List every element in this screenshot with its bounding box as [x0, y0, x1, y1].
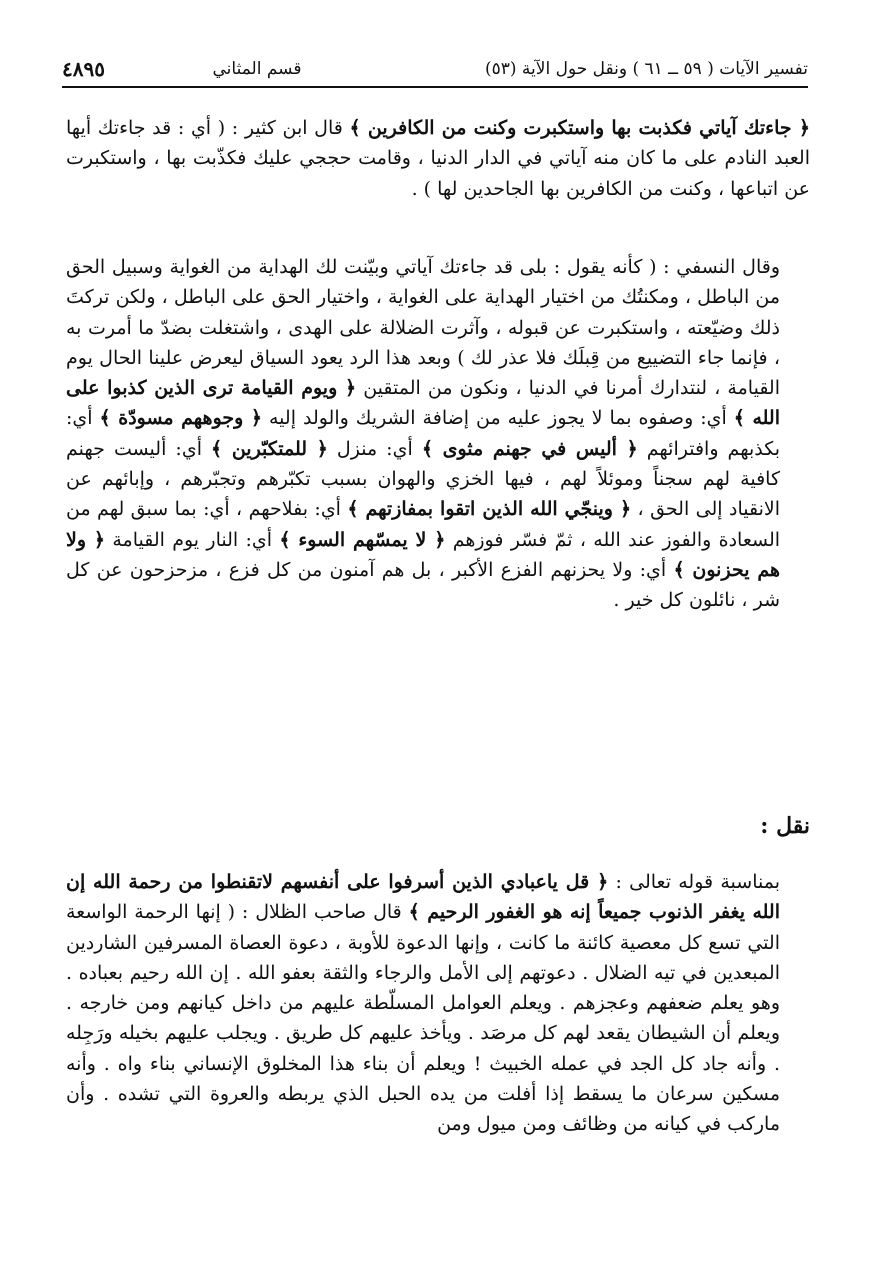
paragraph-text: أي: أليست جهنم كافية لهم سجناً وموئلاً لهم ، فيها الخزي والهوان بسبب تكبّرهم وتجبّرهم ، وإبائهم عن الانقياد إلى الحق ،: [66, 437, 780, 521]
paragraph-text: أي: بفلاحهم ، أي: بما سبق لهم من السعادة والفوز عند الله ، ثمّ فسّر فوزهم: [66, 498, 781, 551]
paragraph-text: أي: ولا يحزنهم الفزع الأكبر ، بل هم آمنون من كل فزع ، مزحزحون عن كل شر ، نائلون كل خير .: [66, 558, 780, 612]
paragraph-text: قال ابن كثير : ( أي : قد جاءتك أيها العبد النادم على ما كان منه آياتي في الدار الدنيا ، وقامت حججي عليك فكذّبت بها ، واستكبرت عن اتباعها ، وكنت من الكافرين بها الجاحدين لها ) .: [66, 117, 810, 200]
paragraph-text: قال صاحب الظلال : ( إنها الرحمة الواسعة التي تسع كل معصية كائنة ما كانت ، وإنها الدعوة للأوبة ، دعوة العصاة المسرفين الشاردين المبعدين في تيه الضلال . دعوتهم إلى الأمل والرجاء والثقة بعفو الله . إن الله رحيم بعباده . وهو يعلم ضعفهم وعجزهم . ويعلم العوامل المسلّطة عليهم من داخل كيانهم ومن خارجه . ويعلم أن الشيطان يقعد لهم كل مرصَد . ويأخذ عليهم كل طريق . ويجلب عليهم بخيله ورَجِله . وأنه جاد كل الجد في عمله الخبيث ! ويعلم أن بناء هذا المخلوق الإنساني بناء واه . وأنه مسكين سرعان ما يسقط إذا أفلت من يده الحبل الذي يربطه والعروة التي تشده . وأن ماركب في كيانه من وظائف ومن ميول ومن: [66, 901, 780, 1136]
paragraph-text: أي: النار يوم القيامة: [105, 528, 280, 551]
paragraph-ibn-kathir: [66, 113, 810, 204]
running-header: [62, 52, 808, 88]
section-heading: نقل :: [760, 813, 810, 839]
paragraph-text: بمناسبة قوله تعالى :: [608, 871, 780, 893]
paragraph-zilal: [66, 867, 810, 1140]
header-title: تفسير الآيات ( ٥٩ ــ ٦١ ) ونقل حول الآية (٥٣): [484, 59, 808, 79]
quran-verse: ﴿ وجوههم مسودّة ﴾: [99, 407, 263, 430]
quran-verse: ﴿ لا يمسّهم السوء ﴾: [279, 528, 446, 551]
paragraph-text: أي: بكذبهم وافترائهم: [66, 407, 781, 460]
paragraph-text: أي: منزل: [327, 437, 422, 460]
section-heading-block: [66, 811, 810, 842]
quran-verse: ﴿ للمتكبّرين ﴾: [211, 437, 328, 460]
quran-verse: ﴿ وينجّي الله الذين اتقوا بمفازتهم ﴾: [347, 498, 632, 521]
quran-verse: ﴿ جاءتك آياتي فكذبت بها واستكبرت وكنت من الكافرين ﴾: [349, 117, 811, 139]
page-number: ٤٨٩٥: [62, 57, 105, 81]
quran-verse: ﴿ أليس في جهنم مثوى ﴾: [421, 437, 638, 460]
header-section: قسم المثاني: [212, 59, 302, 79]
quran-verse: ﴿ ويوم القيامة ترى الذين كذبوا على الله ﴾: [66, 377, 781, 430]
paragraph-text: وقال النسفي : ( كأنه يقول : بلى قد جاءتك آياتي وبيّنت لك الهداية من الغواية وسبيل الحق من الباطل ، ومكنتُك من اختيار الهداية على الغواية ، واختيار الحق على الباطل ، ولكن تركتَ ذلك وضيّعته ، واستكبرت عن قبوله ، وآثرت الضلالة على الهدى ، واشتغلت بضدّ ما أمرت به ، فإنما جاء التضييع من قِبلَك فلا عذر لك ) وبعد هذا الرد يعود السياق ليعرض علينا الحال يوم القيامة ، لنتدارك أمرنا في الدنيا ، ونكون من المتقين: [66, 256, 780, 400]
quran-verse: ﴿ ولا هم يحزنون ﴾: [66, 528, 781, 581]
paragraph-text: أي: وصفوه بما لا يجوز عليه من إضافة الشريك والولد إليه: [262, 407, 734, 430]
quran-verse: ﴿ قل ياعبادي الذين أسرفوا على أنفسهم لاتقنطوا من رحمة الله إن الله يغفر الذنوب جميعاً إنه هو الغفور الرحيم ﴾: [66, 871, 780, 924]
paragraph-nasafi: [66, 252, 810, 616]
